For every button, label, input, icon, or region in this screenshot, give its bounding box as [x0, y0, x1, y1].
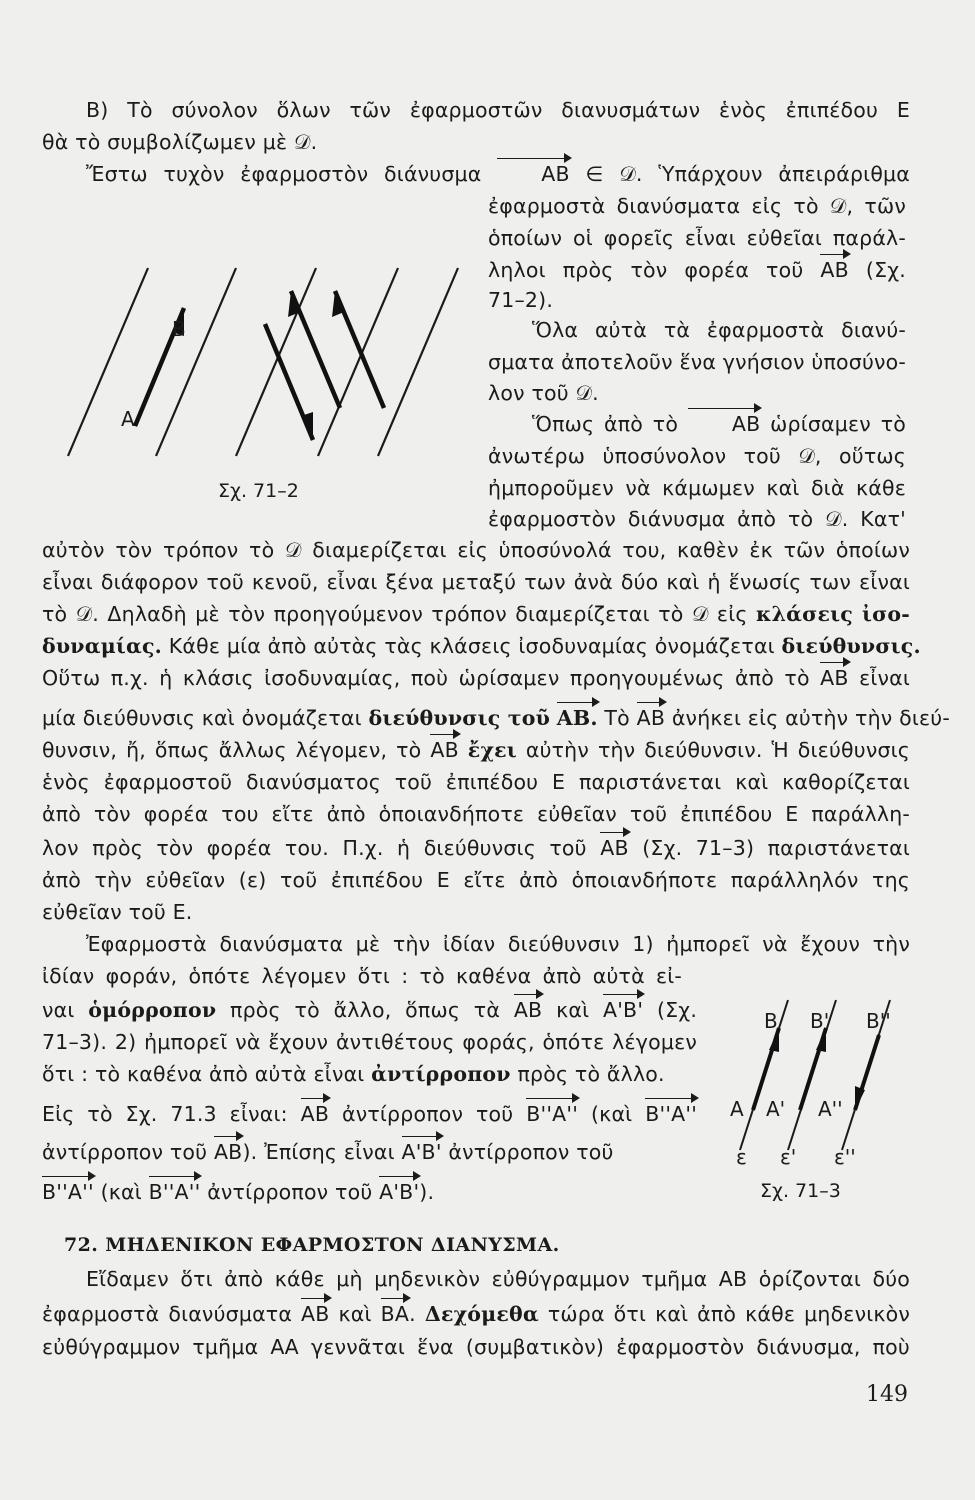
text-line: εὐθεῖαν τοῦ Ε.	[42, 900, 193, 924]
page-number: 149	[866, 1382, 908, 1407]
vector-arrow-icon	[381, 1298, 410, 1307]
text-line: B''A'' (καὶ B''A'' ἀντίρροπον τοῦ A'B' ).	[42, 1179, 697, 1205]
text-line: ὁποίων οἱ φορεῖς εἶναι εὐθεῖαι παράλ-	[488, 226, 906, 250]
section-heading: 72. ΜΗΔΕΝΙΚΟΝ ΕΦΑΡΜΟΣΤΟΝ ΔΙΑΝΥΣΜΑ.	[64, 1234, 560, 1256]
label-b: B	[172, 317, 186, 341]
caption-71-3: Σχ. 71–3	[760, 1180, 841, 1202]
vector-arrow-icon	[637, 702, 666, 711]
vector-ab: AB.	[557, 705, 598, 731]
vector-ab: AB	[497, 161, 570, 187]
vector-ab: AB	[688, 411, 761, 437]
label-b-double-prime: B''	[866, 1009, 891, 1033]
vector-a1b1: A'B'	[402, 1139, 442, 1165]
text-line: Εἰς τὸ Σχ. 71.3 εἶναι: AB ἀντίρροπον τοῦ B''A'' (καὶ B''A''	[42, 1101, 697, 1127]
text-line: ἰδίαν φοράν, ὁπότε λέγομεν ὅτι : τὸ καθένα ἀπὸ αὐτὰ εἰ-	[42, 964, 682, 988]
text-line: ἀντίρροπον τοῦ AB ). Ἐπίσης εἶναι A'B' ἀντίρροπον τοῦ	[42, 1139, 697, 1165]
vector-ab: AB	[430, 737, 459, 763]
vector-arrow-icon	[645, 1098, 697, 1107]
vector-arrow-icon	[402, 1136, 442, 1145]
text-line: 71–3). 2) ἠμπορεῖ νὰ ἔχουν ἀντιθέτους φοράς, ὁπότε λέγομεν	[42, 1030, 697, 1054]
text-line: ἐφαρμοστὸν διάνυσμα ἀπὸ τὸ 𝒟. Κατ'	[488, 507, 906, 531]
text-line: 71–2).	[488, 288, 554, 312]
label-a: A	[121, 407, 135, 431]
vector-arrow-icon	[430, 734, 459, 743]
text-line: Ὅλα αὐτὰ τὰ ἐφαρμοστὰ διανύ-	[532, 318, 906, 342]
vector-ab: AB	[514, 997, 543, 1023]
label-b-prime: B'	[810, 1009, 830, 1033]
vector-ab: AB	[820, 665, 849, 691]
vector-ab: AB	[600, 835, 629, 861]
text-line: Ὅπως ἀπὸ τὸ AB ὡρίσαμεν τὸ	[488, 411, 906, 437]
text-line: τὸ 𝒟. Δηλαδὴ μὲ τὸν προηγούμενον τρόπον διαμερίζεται τὸ 𝒟 εἰς κλάσεις ἰσο-	[42, 602, 910, 626]
text-line: ληλοι πρὸς τὸν φορέα τοῦ AB (Σχ.	[488, 257, 906, 283]
label-e: ε	[736, 1145, 747, 1169]
vector-arrow-icon	[301, 1098, 330, 1107]
text-line: αὐτὸν τὸν τρόπον τὸ 𝒟 διαμερίζεται εἰς ὑποσύνολά του, καθὲν ἐκ τῶν ὁποίων	[42, 538, 910, 562]
text-line: ναι ὁμόρροπον πρὸς τὸ ἄλλο, ὅπως τὰ AB καὶ A'B' (Σχ.	[42, 997, 697, 1023]
label-a: A	[730, 1097, 744, 1121]
text-line: εὐθύγραμμον τμῆμα ΑΑ γεννᾶται ἕνα (συμβατικὸν) ἐφαρμοστὸν διάνυσμα, ποὺ	[42, 1335, 910, 1359]
figure-71-3	[718, 980, 908, 1170]
text-line: θυνσιν, ἤ, ὅπως ἄλλως λέγομεν, τὸ AB ἔχει αὐτὴν τὴν διεύθυνσιν. Ἡ διεύθυνσις	[42, 737, 910, 763]
caption-71-2: Σχ. 71–2	[218, 480, 299, 502]
vector-ab: AB	[301, 1301, 330, 1327]
vector-arrow-icon	[514, 994, 543, 1003]
text-line: εἶναι διάφορον τοῦ κενοῦ, εἶναι ξένα μεταξύ των ἀνὰ δύο καὶ ἡ ἕνωσίς των εἶναι	[42, 570, 910, 594]
text-line: Οὕτω π.χ. ἡ κλάσις ἰσοδυναμίας, ποὺ ὡρίσαμεν προηγουμένως ἀπὸ τὸ AB εἶναι	[42, 665, 910, 691]
text-line: ὅτι : τὸ καθένα ἀπὸ αὐτὰ εἶναι ἀντίρροπον πρὸς τὸ ἄλλο.	[42, 1062, 665, 1086]
text-line: Ἔστω τυχὸν ἐφαρμοστὸν διάνυσμα AB ∈ 𝒟. Ὑπάρχουν ἀπειράριθμα	[42, 161, 910, 187]
text-line: Ἐφαρμοστὰ διανύσματα μὲ τὴν ἰδίαν διεύθυνσιν 1) ἠμπορεῖ νὰ ἔχουν τὴν	[86, 932, 910, 956]
vector-arrow-icon	[301, 1298, 330, 1307]
vector-ab: AB	[820, 257, 849, 283]
vector-a1b1: A'B'	[379, 1179, 419, 1205]
vector-a1b1: A'B'	[603, 997, 643, 1023]
label-e-double-prime: ε''	[834, 1145, 856, 1169]
figure-71-2	[60, 250, 460, 490]
label-b: B	[764, 1009, 778, 1033]
vector-b2a2: B''A''	[645, 1101, 697, 1127]
text-line: ἠμποροῦμεν νὰ κάμωμεν καὶ διὰ κάθε	[488, 476, 906, 500]
text-line: σματα ἀποτελοῦν ἕνα γνήσιον ὑποσύνο-	[488, 350, 907, 374]
label-a-double-prime: A''	[818, 1097, 843, 1121]
vector-arrow-icon	[526, 1098, 578, 1107]
vector-arrow-icon	[379, 1176, 419, 1185]
text-line: ἀνωτέρω ὑποσύνολον τοῦ 𝒟, οὕτως	[488, 444, 906, 468]
text-line: ἐφαρμοστὰ διανύσματα AB καὶ BA . Δεχόμεθα τώρα ὅτι καὶ ἀπὸ κάθε μηδενικὸν	[42, 1301, 910, 1327]
text-line: λον τοῦ 𝒟.	[488, 381, 599, 405]
vector-arrow-icon	[820, 254, 849, 263]
vector-b2a2: B''A''	[149, 1179, 201, 1205]
text-line: ἀπὸ τὴν εὐθεῖαν (ε) τοῦ ἐπιπέδου Ε εἴτε ἀπὸ ὁποιανδήποτε παράλληλόν της	[42, 868, 910, 892]
vector-ba: BA	[381, 1301, 410, 1327]
vector-arrow-icon	[600, 832, 629, 841]
vector-ab: AB	[301, 1101, 330, 1127]
text-line: ἀπὸ τὸν φορέα του εἴτε ἀπὸ ὁποιανδήποτε εὐθεῖαν τοῦ ἐπιπέδου Ε παράλλη-	[42, 802, 910, 826]
vector-arrow-icon	[688, 408, 761, 417]
vector-arrow-icon	[149, 1176, 201, 1185]
text-line: ἑνὸς ἐφαρμοστοῦ διανύσματος τοῦ ἐπιπέδου Ε παριστάνεται καὶ καθορίζεται	[42, 770, 910, 794]
vector-arrow-icon	[214, 1136, 243, 1145]
vector-arrow-icon	[603, 994, 643, 1003]
label-e-prime: ε'	[780, 1145, 797, 1169]
vector-arrow-icon	[497, 158, 570, 167]
vector-arrow-icon	[557, 702, 598, 711]
text-line: δυναμίας. Κάθε μία ἀπὸ αὐτὰς τὰς κλάσεις ἰσοδυναμίας ὀνομάζεται διεύθυνσις.	[42, 634, 921, 658]
text-line: Β) Τὸ σύνολον ὅλων τῶν ἐφαρμοστῶν διανυσμάτων ἑνὸς ἐπιπέδου Ε	[86, 98, 910, 122]
text-line: μία διεύθυνσις καὶ ὀνομάζεται διεύθυνσις τοῦ AB. Τὸ AB ἀνήκει εἰς αὐτὴν τὴν διεύ-	[42, 705, 910, 731]
vector-b2a2: B''A''	[42, 1179, 94, 1205]
text-line: λον πρὸς τὸν φορέα του. Π.χ. ἡ διεύθυνσις τοῦ AB (Σχ. 71–3) παριστάνεται	[42, 835, 910, 861]
vector-arrow-icon	[42, 1176, 94, 1185]
label-a-prime: A'	[766, 1097, 786, 1121]
vector-ab: AB	[214, 1139, 243, 1165]
vector-ab: AB	[637, 705, 666, 731]
text-line: θὰ τὸ συμβολίζωμεν μὲ 𝒟.	[42, 130, 318, 154]
text-line: Εἴδαμεν ὅτι ἀπὸ κάθε μὴ μηδενικὸν εὐθύγραμμον τμῆμα ΑΒ ὁρίζονται δύο	[86, 1267, 910, 1291]
text-line: ἐφαρμοστὰ διανύσματα εἰς τὸ 𝒟, τῶν	[488, 194, 906, 218]
vector-b2a2: B''A''	[526, 1101, 578, 1127]
vector-arrow-icon	[820, 662, 849, 671]
